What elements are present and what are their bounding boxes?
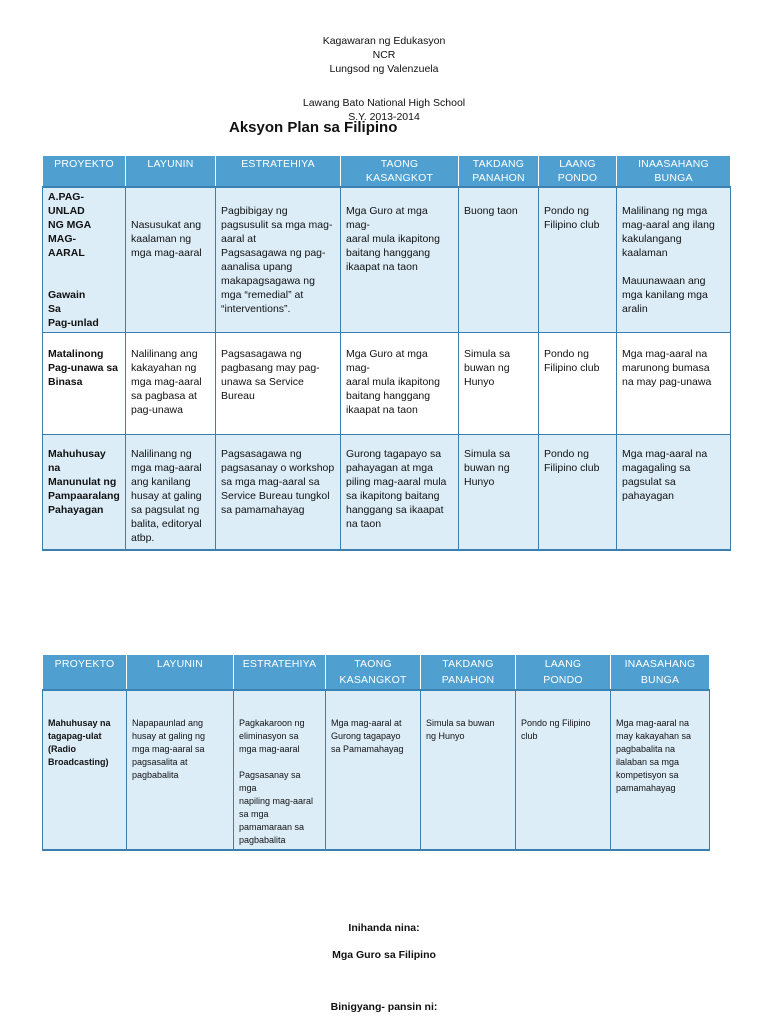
table-row: [43, 333, 731, 435]
header-takdang-panahon: TAKDANG PANAHON: [459, 156, 539, 188]
table-header-row: [43, 655, 710, 691]
cell-layunin: Nalilinang ng mga mag-aaral ang kanilang husay at galing sa pagsulat ng balita, editoryal atbp.: [126, 435, 216, 550]
cell-proyekto: A.PAG-UNLAD NG MGA MAG- AARAL Gawain Sa Pag-unlad: [43, 187, 126, 333]
cell-taong-kasangkot: Mga Guro at mga mag- aaral mula ikapitong baitang hanggang ikaapat na taon: [341, 187, 459, 333]
cell-takdang-panahon: Simula sa buwan ng Hunyo: [459, 435, 539, 550]
table-row: [43, 690, 710, 850]
header-inaasahang-bunga: INAASAHANG BUNGA: [617, 156, 731, 188]
cell-proyekto: Mahuhusay na Manunulat ng Pampaaralang Pahayagan: [43, 435, 126, 550]
table-header-row: [43, 156, 731, 188]
cell-estratehiya: Pagsasagawa ng pagsasanay o workshop sa mga mag-aaral sa Service Bureau tungkol sa pamamahayag: [216, 435, 341, 550]
school-name: Lawang Bato National High School: [302, 97, 466, 109]
header-laang-pondo: LAANG PONDO: [516, 655, 611, 691]
cell-inaasahang-bunga: Malilinang ng mga mag-aaral ang ilang kakulangang kaalaman Mauunawaan ang mga kanilang mga aralin: [617, 187, 731, 333]
action-plan-table-1: [42, 155, 731, 551]
cell-layunin: Napapaunlad ang husay at galing ng mga mag-aaral sa pagsasalita at pagbabalita: [127, 690, 234, 850]
noted-by-label: Binigyang- pansin ni:: [330, 1001, 438, 1013]
school-year: S.Y. 2013-2014: [348, 111, 420, 123]
table-row: [43, 187, 731, 333]
header-layunin: LAYUNIN: [126, 156, 216, 188]
department-name: Kagawaran ng Edukasyon: [322, 35, 446, 47]
action-plan-table-2: [42, 654, 710, 851]
header-takdang-panahon: TAKDANG PANAHON: [421, 655, 516, 691]
header-estratehiya: ESTRATEHIYA: [216, 156, 341, 188]
document-header: [0, 34, 768, 124]
header-taong-kasangkot: TAONG KASANGKOT: [341, 156, 459, 188]
cell-takdang-panahon: Simula sa buwan ng Hunyo: [421, 690, 516, 850]
document-title: Aksyon Plan sa Filipino: [229, 119, 398, 136]
header-taong-kasangkot: TAONG KASANGKOT: [326, 655, 421, 691]
cell-inaasahang-bunga: Mga mag-aaral na magagaling sa pagsulat sa pahayagan: [617, 435, 731, 550]
header-proyekto: PROYEKTO: [43, 156, 126, 188]
header-proyekto: PROYEKTO: [43, 655, 127, 691]
cell-proyekto: Matalinong Pag-unawa sa Binasa: [43, 333, 126, 435]
header-layunin: LAYUNIN: [127, 655, 234, 691]
cell-laang-pondo: Pondo ng Filipino club: [539, 333, 617, 435]
cell-inaasahang-bunga: Mga mag-aaral na may kakayahan sa pagbabalita na ilalaban sa mga kompetisyon sa pamamahayag: [611, 690, 710, 850]
cell-takdang-panahon: Buong taon: [459, 187, 539, 333]
header-estratehiya: ESTRATEHIYA: [234, 655, 326, 691]
cell-laang-pondo: Pondo ng Filipino club: [516, 690, 611, 850]
prepared-by: Mga Guro sa Filipino: [332, 949, 436, 961]
cell-taong-kasangkot: Gurong tagapayo sa pahayagan at mga piling mag-aaral mula sa ikapitong baitang hanggang sa ikaapat na taon: [341, 435, 459, 550]
cell-inaasahang-bunga: Mga mag-aaral na marunong bumasa na may pag-unawa: [617, 333, 731, 435]
table-row: [43, 435, 731, 550]
cell-layunin: Nalilinang ang kakayahan ng mga mag-aaral sa pagbasa at pag-unawa: [126, 333, 216, 435]
cell-taong-kasangkot: Mga mag-aaral at Gurong tagapayo sa Pamamahayag: [326, 690, 421, 850]
cell-takdang-panahon: Simula sa buwan ng Hunyo: [459, 333, 539, 435]
cell-layunin: Nasusukat ang kaalaman ng mga mag-aaral: [126, 187, 216, 333]
region-name: NCR: [372, 49, 396, 61]
cell-proyekto: Mahuhusay na tagapag-ulat (Radio Broadcasting): [43, 690, 127, 850]
header-laang-pondo: LAANG PONDO: [539, 156, 617, 188]
cell-taong-kasangkot: Mga Guro at mga mag- aaral mula ikapitong baitang hanggang ikaapat na taon: [341, 333, 459, 435]
cell-laang-pondo: Pondo ng Filipino club: [539, 435, 617, 550]
city-name: Lungsod ng Valenzuela: [329, 63, 439, 75]
cell-estratehiya: Pagbibigay ng pagsusulit sa mga mag- aaral at Pagsasagawa ng pag- aanalisa upang makapagsagawa ng mga “remedial” at “interventions”.: [216, 187, 341, 333]
header-inaasahang-bunga: INAASAHANG BUNGA: [611, 655, 710, 691]
cell-estratehiya: Pagsasagawa ng pagbasang may pag- unawa sa Service Bureau: [216, 333, 341, 435]
cell-laang-pondo: Pondo ng Filipino club: [539, 187, 617, 333]
cell-estratehiya: Pagkakaroon ng eliminasyon sa mga mag-aaral Pagsasanay sa mga napiling mag-aaral sa mga pamamaraan sa pagbabalita: [234, 690, 326, 850]
prepared-by-label: Inihanda nina:: [348, 922, 420, 934]
